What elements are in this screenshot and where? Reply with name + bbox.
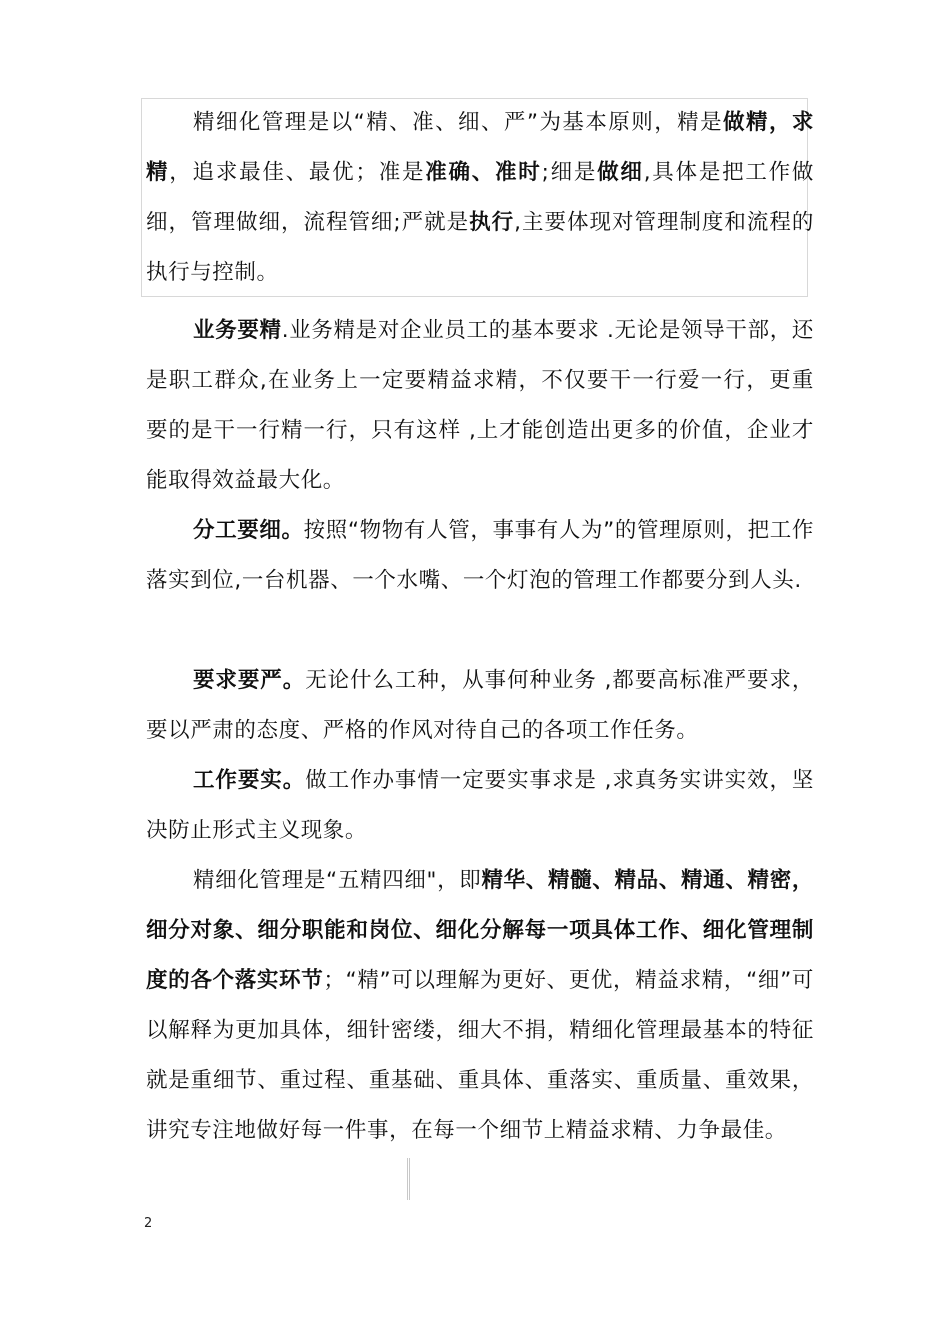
text-run: ，追求最佳、最优；准是: [169, 160, 426, 185]
bold-run: 业务要精: [193, 318, 282, 343]
text-run: ,具体是把工作做细，管理做细，流程管细;严就是: [146, 160, 814, 235]
text-run: ；“精”可以理解为更好、更优，精益求精，“细”可以解释为更加具体，细针密缕，细大不捐，精细化管理最基本的特征就是重细节、重过程、重基础、重具体、重落实、重质量、重效果，讲究专注地做好每一件事，在每一个细节上精益求精、力争最佳。: [146, 968, 814, 1143]
paragraph-business-precise: [146, 306, 814, 506]
text-run: 精细化管理是以“精、准、细、严”为基本原则，精是: [193, 110, 724, 135]
bold-run: 执行: [469, 210, 515, 235]
text-run: 精细化管理是“五精四细"，即: [193, 868, 482, 893]
text-run: ;细是: [541, 160, 598, 185]
text-cursor-marker: [407, 1158, 410, 1200]
paragraph-requirements-strict: [146, 656, 814, 756]
bold-run: 分工要细。: [193, 518, 304, 543]
bold-run: 做精，求精: [146, 110, 814, 185]
bold-run: 做细: [597, 160, 644, 185]
paragraph-principles: [146, 98, 814, 298]
paragraph-division-detailed: [146, 506, 814, 606]
bold-run: 要求要严。: [193, 668, 306, 693]
text-run: .业务精是对企业员工的基本要求 .无论是领导干部，还是职工群众,在业务上一定要精益求精，不仅要干一行爱一行，更重要的是干一行精一行，只有这样 ,上才能创造出更多的价值，企业才能取得效益最大化。: [146, 318, 815, 493]
text-run: ,主要体现对管理制度和流程的执行与控制。: [146, 210, 815, 285]
text-run: 按照“物物有人管，事事有人为”的管理原则，把工作落实到位,一台机器、一个水嘴、一个灯泡的管理工作都要分到人头.: [146, 518, 814, 593]
text-run: 做工作办事情一定要实事求是 ,求真务实讲实效，坚决防止形式主义现象。: [146, 768, 814, 843]
paragraph-work-practical: [146, 756, 814, 856]
text-run: 无论什么工种，从事何种业务 ,都要高标准严要求，要以严肃的态度、严格的作风对待自己的各项工作任务。: [146, 668, 814, 743]
bold-run: 精华、精髓、精品、精通、精密，细分对象、细分职能和岗位、细化分解每一项具体工作、细化管理制度的各个落实环节: [146, 868, 814, 993]
bold-run: 工作要实。: [193, 768, 306, 793]
bold-run: 准确、准时: [425, 160, 542, 185]
page-number: 2: [144, 1216, 153, 1231]
paragraph-five-precise-four-detailed: [146, 856, 814, 1156]
